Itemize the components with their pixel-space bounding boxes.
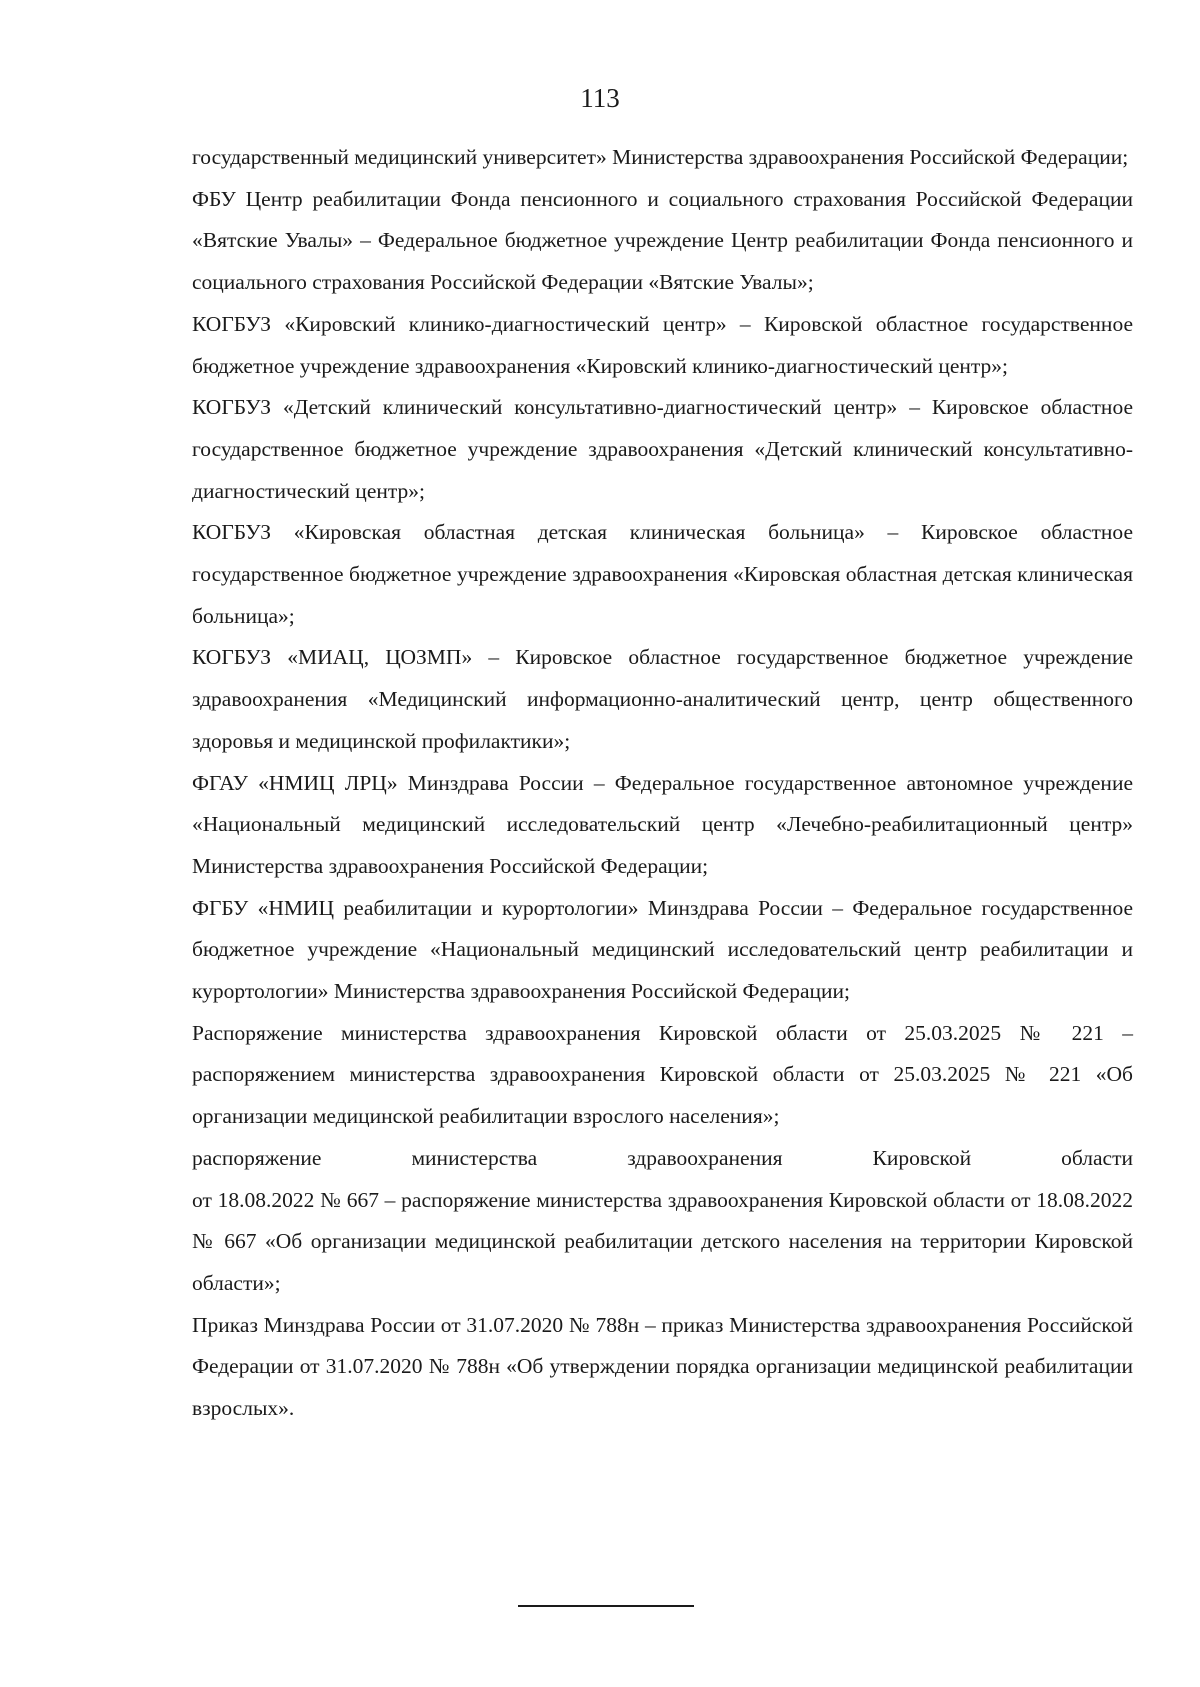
entry-order-667-heading: распоряжение министерства здравоохранения Кировской области — [192, 1145, 1133, 1170]
entry-kogbuz-miac: КОГБУЗ «МИАЦ, ЦОЗМП» – Кировское областное государственное бюджетное учреждение здравоохранения «Медицинский информационно-аналитический центр, центр общественного здоровья и медицинской профилактики»; — [192, 645, 1133, 753]
entry-order-788n: Приказ Минздрава России от 31.07.2020 № 788н – приказ Министерства здравоохранения Российской Федерации от 31.07.2020 № 788н «Об утверждении порядка организации медицинской реабилитации взрослых». — [192, 1312, 1133, 1421]
end-of-list-rule — [518, 1605, 694, 1607]
entry-order-667: от 18.08.2022 № 667 – распоряжение министерства здравоохранения Кировской области от 18.08.2022 № 667 «Об организации медицинской реабилитации детского населения на территории Кировской области»; — [192, 1187, 1133, 1295]
page-number: 113 — [580, 83, 620, 113]
entry-fbu-vyatskie-uvaly: ФБУ Центр реабилитации Фонда пенсионного и социального страхования Российской Федерации «Вятские Увалы» – Федеральное бюджетное учреждение Центр реабилитации Фонда пенсионного и социального страхования Российской Федерации «Вятские Увалы»; — [192, 186, 1133, 295]
abbreviations-list — [192, 137, 1133, 1430]
entry-vgmu: государственный медицинский университет» Министерства здравоохранения Российской Федерации; — [192, 145, 1129, 169]
entry-kogbuz-kodkb: КОГБУЗ «Кировская областная детская клиническая больница» – Кировское областное государственное бюджетное учреждение здравоохранения «Кировская областная детская клиническая больница»; — [192, 520, 1133, 628]
entry-kogbuz-dkkdc: КОГБУЗ «Детский клинический консультативно-диагностический центр» – Кировское областное государственное бюджетное учреждение здравоохранения «Детский клинический консультативно-диагностический центр»; — [192, 395, 1133, 503]
entry-order-221: Распоряжение министерства здравоохранения Кировской области от 25.03.2025 № 221 – распоряжением министерства здравоохранения Кировской области от 25.03.2025 № 221 «Об организации медицинской реабилитации взрослого населения»; — [192, 1020, 1133, 1129]
entry-fgau-nmic-lrc: ФГАУ «НМИЦ ЛРЦ» Минздрава России – Федеральное государственное автономное учреждение «Национальный медицинский исследовательский центр «Лечебно-реабилитационный центр» Министерства здравоохранения Российской Федерации; — [192, 770, 1133, 878]
entry-fgbu-nmic-rehab: ФГБУ «НМИЦ реабилитации и курортологии» Минздрава России – Федеральное государственное бюджетное учреждение «Национальный медицинский исследовательский центр реабилитации и курортологии» Министерства здравоохранения Российской Федерации; — [192, 895, 1133, 1004]
entry-kogbuz-kkdc: КОГБУЗ «Кировский клинико-диагностический центр» – Кировской областное государственное бюджетное учреждение здравоохранения «Кировский клинико-диагностический центр»; — [192, 311, 1133, 378]
